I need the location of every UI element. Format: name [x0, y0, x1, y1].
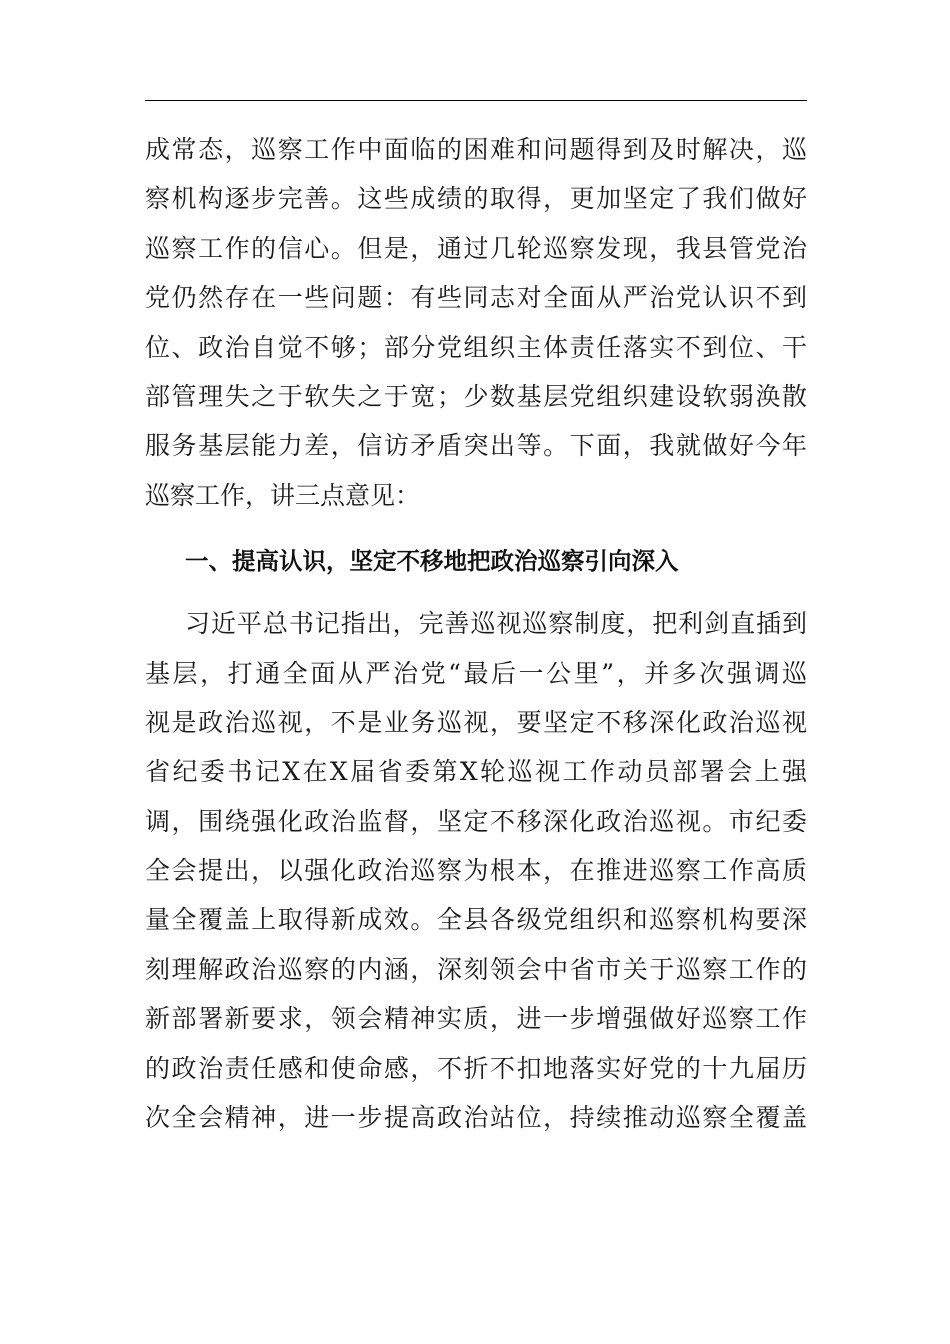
document-body [145, 125, 807, 1142]
paragraph-1 [145, 125, 807, 520]
text-line: 基层，打通全面从严治党“最后一公里”，并多次强调巡 [145, 658, 807, 688]
text-line: 巡察工作的信心。但是，通过几轮巡察发现，我县管党治 [145, 233, 807, 263]
text-line: 党仍然存在一些问题：有些同志对全面从严治党认识不到 [145, 283, 807, 313]
header-rule [145, 100, 807, 101]
text-line: 调，围绕强化政治监督，坚定不移深化政治巡视。市纪委 [145, 806, 807, 836]
text-line: 量全覆盖上取得新成效。全县各级党组织和巡察机构要深 [145, 905, 807, 935]
section-heading: 一、提高认识，坚定不移地把政治巡察引向深入 [185, 547, 679, 576]
text-line: 视是政治巡视，不是业务巡视，要坚定不移深化政治巡视 [145, 707, 807, 737]
text-line: 省纪委书记X在X届省委第X轮巡视工作动员部署会上强 [145, 757, 807, 787]
text-line: 巡察工作，讲三点意见： [145, 480, 421, 510]
paragraph-2 [145, 599, 807, 1142]
text-line: 刻理解政治巡察的内涵，深刻领会中省市关于巡察工作的 [145, 954, 807, 984]
text-line: 全会提出，以强化政治巡察为根本，在推进巡察工作高质 [145, 856, 807, 886]
text-line: 位、政治自觉不够；部分党组织主体责任落实不到位、干 [145, 332, 807, 362]
text-line: 察机构逐步完善。这些成绩的取得，更加坚定了我们做好 [145, 184, 807, 214]
text-line: 部管理失之于软失之于宽；少数基层党组织建设软弱涣散 [145, 381, 807, 411]
text-line: 习近平总书记指出，完善巡视巡察制度，把利剑直插到 [185, 609, 807, 639]
text-line: 次全会精神，进一步提高政治站位，持续推动巡察全覆盖 [145, 1103, 807, 1133]
text-line: 的政治责任感和使命感，不折不扣地落实好党的十九届历 [145, 1053, 807, 1083]
text-line: 新部署新要求，领会精神实质，进一步增强做好巡察工作 [145, 1004, 807, 1034]
text-line: 成常态，巡察工作中面临的困难和问题得到及时解决，巡 [145, 135, 807, 164]
text-line: 服务基层能力差，信访矛盾突出等。下面，我就做好今年 [145, 431, 807, 461]
